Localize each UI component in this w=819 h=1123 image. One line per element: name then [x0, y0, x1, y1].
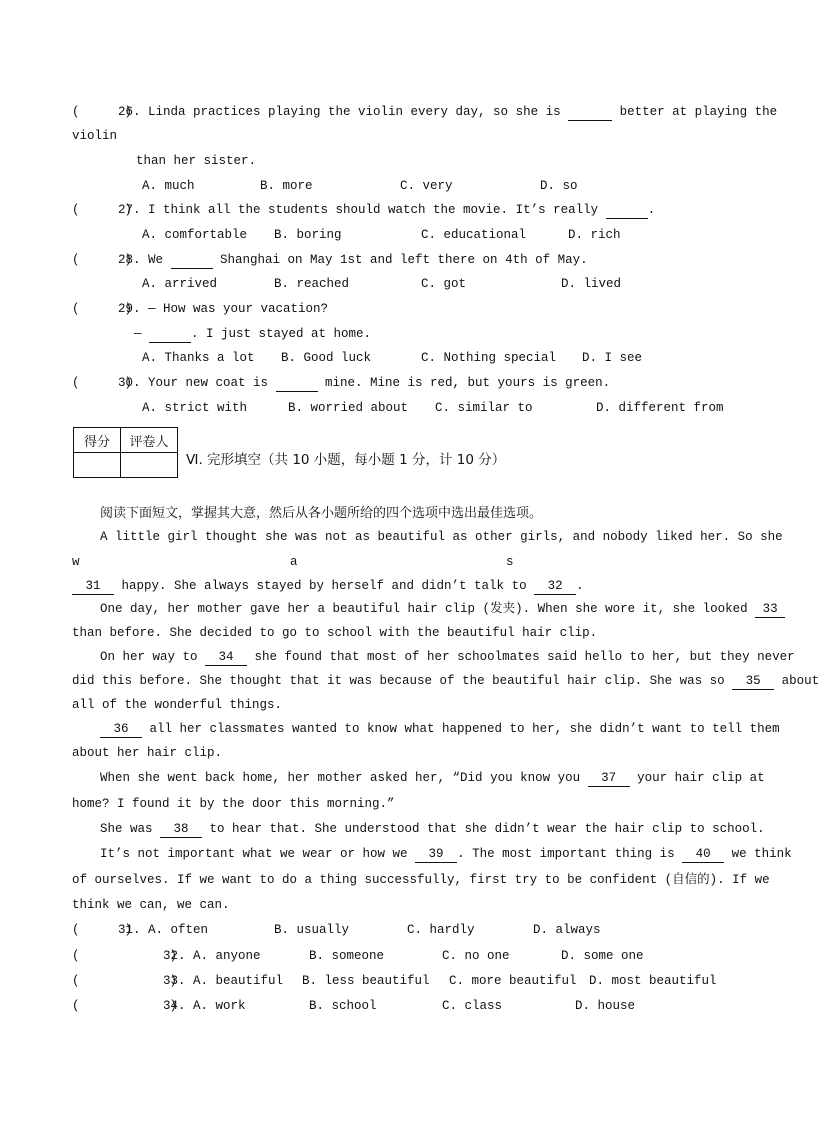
grader-cell[interactable] — [121, 453, 178, 478]
passage-line-6 — [100, 649, 795, 666]
q30-paren[interactable]: ( ) — [72, 376, 133, 390]
blank-34[interactable]: 34 — [205, 649, 247, 666]
q33-option-b[interactable]: B. less beautiful — [302, 974, 430, 988]
passage-line-3 — [72, 578, 584, 595]
q32-paren[interactable]: ( ) — [72, 949, 178, 963]
q26-option-a[interactable]: A. much — [142, 179, 195, 193]
q27-option-a[interactable]: A. comfortable — [142, 228, 248, 242]
q29-option-d[interactable]: D. I see — [582, 351, 643, 365]
q29-option-a[interactable]: A. Thanks a lot — [142, 351, 255, 365]
q26-stem-b: better at playing the — [612, 105, 778, 119]
q26-blank[interactable] — [568, 104, 612, 121]
q26-paren[interactable]: ( ) — [72, 105, 133, 119]
passage-p4a: all her classmates wanted to know what happened to her, she didn’t want to tell them — [142, 722, 780, 736]
q27-option-d[interactable]: D. rich — [568, 228, 621, 242]
q33-paren[interactable]: ( ) — [72, 974, 178, 988]
q26-option-c[interactable]: C. very — [400, 179, 453, 193]
section-title: Ⅵ. 完形填空（共 10 小题，每小题 1 分，计 10 分） — [186, 452, 506, 468]
passage-p3b: she found that most of her schoolmates said hello to her, but they never — [247, 650, 795, 664]
q26-stem-d: than her sister. — [136, 154, 257, 168]
passage-p4b: about her hair clip. — [72, 746, 223, 760]
passage-line-9 — [100, 721, 780, 738]
q27-blank[interactable] — [606, 202, 648, 219]
passage-letter-a: a — [290, 555, 298, 569]
score-box — [73, 427, 178, 478]
passage-p5a: When she went back home, her mother asked her, “Did you know you — [100, 771, 588, 785]
passage-line-7 — [72, 673, 819, 690]
q28-blank[interactable] — [171, 252, 213, 269]
q28-option-a[interactable]: A. arrived — [142, 277, 218, 291]
q26-option-d[interactable]: D. so — [540, 179, 578, 193]
score-label: 得分 — [74, 428, 121, 453]
passage-line-14 — [100, 846, 792, 863]
q26-option-b[interactable]: B. more — [260, 179, 313, 193]
q31-option-a[interactable]: 31. A. often — [118, 923, 209, 937]
grader-label: 评卷人 — [121, 428, 178, 453]
q28-option-c[interactable]: C. got — [421, 277, 467, 291]
q34-option-a[interactable]: 34. A. work — [163, 999, 246, 1013]
q29-dash: — — [134, 327, 150, 341]
q30-stem-a: 30. Your new coat is — [118, 376, 276, 390]
q30-option-d[interactable]: D. different from — [596, 401, 724, 415]
q29-option-c[interactable]: C. Nothing special — [421, 351, 557, 365]
passage-p3e: all of the wonderful things. — [72, 698, 283, 712]
q29-stem-a: 29. — How was your vacation? — [118, 302, 329, 316]
q28-stem — [118, 252, 588, 269]
passage-p3c: did this before. She thought that it was because of the beautiful hair clip. She was so — [72, 674, 733, 688]
passage-line-11 — [100, 770, 765, 787]
q27-option-b[interactable]: B. boring — [274, 228, 342, 242]
q30-option-c[interactable]: C. similar to — [435, 401, 533, 415]
q31-option-c[interactable]: C. hardly — [407, 923, 475, 937]
q27-stem — [118, 202, 655, 219]
passage-p3a: On her way to — [100, 650, 206, 664]
q28-paren[interactable]: ( ) — [72, 253, 133, 267]
q28-stem-b: Shanghai on May 1st and left there on 4th of May. — [212, 253, 588, 267]
q32-option-a[interactable]: 32. A. anyone — [163, 949, 261, 963]
q29-stem-b — [134, 326, 371, 343]
passage-p2b: than before. She decided to go to school with the beautiful hair clip. — [72, 626, 598, 640]
q31-option-b[interactable]: B. usually — [274, 923, 350, 937]
q27-paren[interactable]: ( ) — [72, 203, 133, 217]
passage-p5b: your hair clip at — [629, 771, 765, 785]
q32-option-c[interactable]: C. no one — [442, 949, 510, 963]
q33-option-c[interactable]: C. more beautiful — [449, 974, 577, 988]
passage-p5c: home? I found it by the door this morning.” — [72, 797, 395, 811]
q26-stem-c: violin — [72, 129, 118, 143]
q29-blank[interactable] — [149, 326, 191, 343]
blank-35[interactable]: 35 — [732, 673, 774, 690]
instruction: 阅读下面短文，掌握其大意，然后从各小题所给的四个选项中选出最佳选项。 — [100, 506, 543, 521]
q32-option-d[interactable]: D. some one — [561, 949, 644, 963]
score-cell[interactable] — [74, 453, 121, 478]
q29-paren[interactable]: ( ) — [72, 302, 133, 316]
passage-p7a: It’s not important what we wear or how we — [100, 847, 416, 861]
passage-line-4 — [100, 601, 785, 618]
passage-p6a: She was — [100, 822, 161, 836]
blank-36[interactable]: 36 — [100, 721, 142, 738]
q33-option-a[interactable]: 33. A. beautiful — [163, 974, 284, 988]
passage-p7d: of ourselves. If we want to do a thing successfully, first try to be confident (自信的). If we — [72, 873, 770, 887]
q34-option-c[interactable]: C. class — [442, 999, 503, 1013]
q34-option-d[interactable]: D. house — [575, 999, 636, 1013]
passage-p7e: think we can, we can. — [72, 898, 230, 912]
passage-p1b: happy. She always stayed by herself and didn’t talk to — [114, 579, 535, 593]
q31-paren[interactable]: ( ) — [72, 923, 133, 937]
q27-stem-a: 27. I think all the students should watch the movie. It’s really — [118, 203, 606, 217]
passage-p7b: . The most important thing is — [457, 847, 683, 861]
q27-option-c[interactable]: C. educational — [421, 228, 527, 242]
blank-40[interactable]: 40 — [682, 846, 724, 863]
passage-p6b: to hear that. She understood that she didn’t wear the hair clip to school. — [202, 822, 765, 836]
q26-stem-a: 26. Linda practices playing the violin every day, so she is — [118, 105, 569, 119]
q29-option-b[interactable]: B. Good luck — [281, 351, 372, 365]
blank-32[interactable]: 32 — [534, 578, 576, 595]
q30-blank[interactable] — [276, 375, 318, 392]
blank-31[interactable]: 31 — [72, 578, 114, 595]
blank-38[interactable]: 38 — [160, 821, 202, 838]
q32-option-b[interactable]: B. someone — [309, 949, 385, 963]
q29-stem-c: . I just stayed at home. — [191, 327, 372, 341]
passage-line-13 — [100, 821, 765, 838]
q33-option-d[interactable]: D. most beautiful — [589, 974, 717, 988]
q28-stem-a: 28. We — [118, 253, 171, 267]
q30-stem — [118, 375, 610, 392]
q34-paren[interactable]: ( ) — [72, 999, 178, 1013]
q34-option-b[interactable]: B. school — [309, 999, 377, 1013]
passage-letter-w: w — [72, 555, 80, 569]
passage-letter-s: s — [506, 555, 514, 569]
passage-line-1: A little girl thought she was not as beautiful as other girls, and nobody liked her. So she — [100, 530, 783, 544]
passage-p1c: . — [576, 579, 584, 593]
q30-stem-b: mine. Mine is red, but yours is green. — [317, 376, 611, 390]
q30-option-a[interactable]: A. strict with — [142, 401, 248, 415]
q31-option-d[interactable]: D. always — [533, 923, 601, 937]
passage-p7c: we think — [724, 847, 792, 861]
q30-option-b[interactable]: B. worried about — [288, 401, 409, 415]
q28-option-b[interactable]: B. reached — [274, 277, 350, 291]
blank-37[interactable]: 37 — [588, 770, 630, 787]
blank-33[interactable]: 33 — [755, 601, 785, 618]
passage-p3d: about — [774, 674, 819, 688]
q28-option-d[interactable]: D. lived — [561, 277, 622, 291]
passage-p2a: One day, her mother gave her a beautiful hair clip (发夹). When she wore it, she looked — [100, 602, 756, 616]
q26-stem — [118, 104, 777, 121]
blank-39[interactable]: 39 — [415, 846, 457, 863]
q27-stem-b: . — [647, 203, 656, 217]
